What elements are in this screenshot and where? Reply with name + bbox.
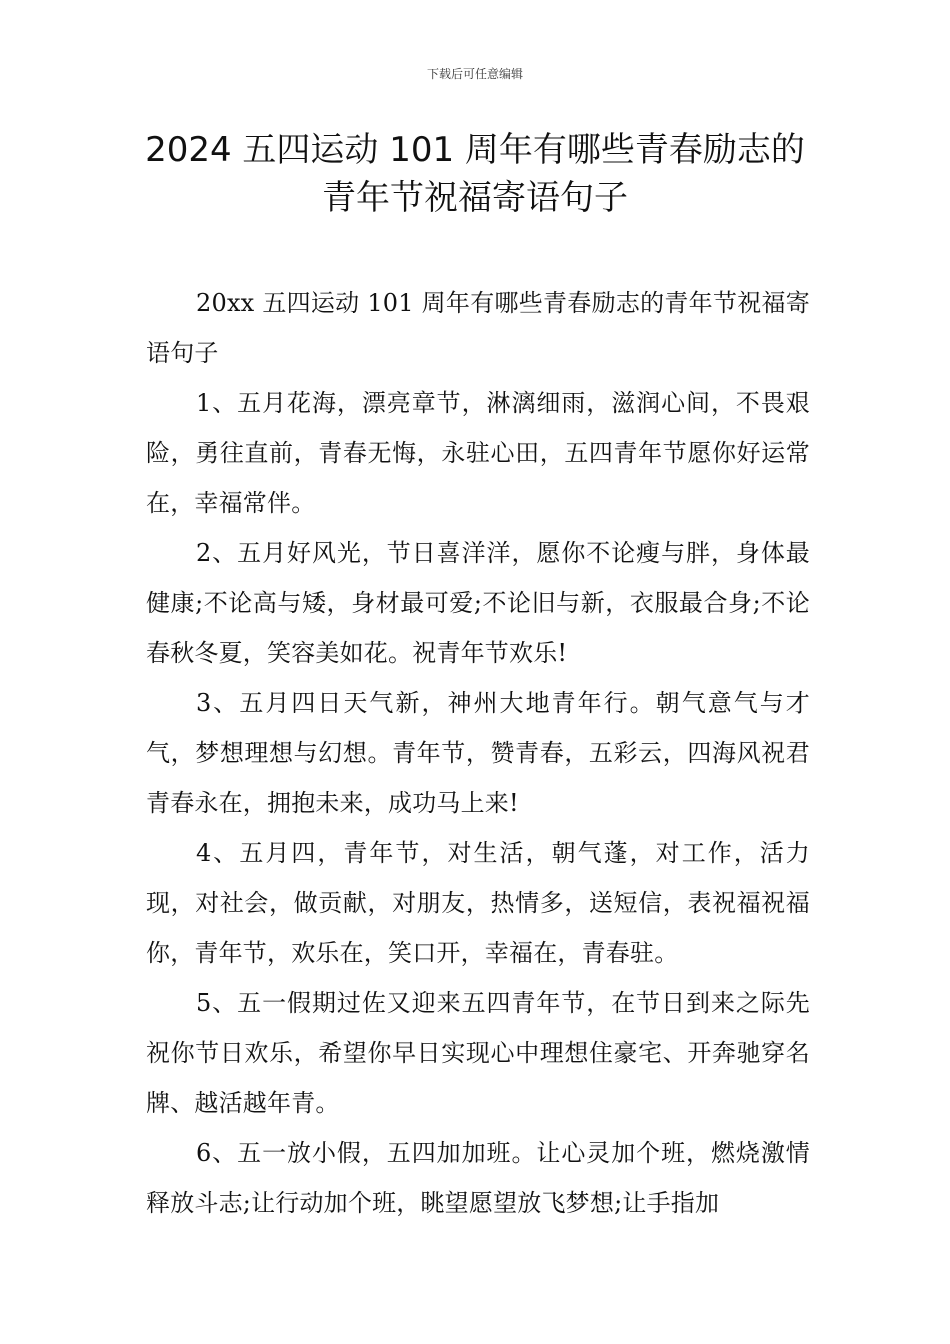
paragraph-item-5: 5、五一假期过佐又迎来五四青年节，在节日到来之际先祝你节日欢乐，希望你早日实现心中理想住豪宅、开奔驰穿名牌、越活越年青。 [146,989,810,1117]
title-line-1: 2024 五四运动 101 周年有哪些青春励志的 [145,130,805,170]
title-line-2: 青年节祝福寄语句子 [322,178,628,218]
paragraph-item-1: 1、五月花海，漂亮章节，淋漓细雨，滋润心间，不畏艰险，勇往直前，青春无悔，永驻心田，五四青年节愿你好运常在，幸福常伴。 [146,389,810,517]
document-title [120,126,830,222]
paragraph-intro: 20xx 五四运动 101 周年有哪些青春励志的青年节祝福寄语句子 [146,289,810,367]
paragraph-item-4: 4、五月四，青年节，对生活，朝气蓬，对工作，活力现，对社会，做贡献，对朋友，热情多，送短信，表祝福祝福你，青年节，欢乐在，笑口开，幸福在，青春驻。 [146,839,810,967]
header-note: 下载后可任意编辑 [426,67,523,81]
paragraph-item-2: 2、五月好风光，节日喜洋洋，愿你不论瘦与胖，身体最健康;不论高与矮，身材最可爱;不论旧与新，衣服最合身;不论春秋冬夏，笑容美如花。祝青年节欢乐! [146,539,810,667]
paragraph-item-3: 3、五月四日天气新，神州大地青年行。朝气意气与才气，梦想理想与幻想。青年节，赞青春，五彩云，四海风祝君青春永在，拥抱未来，成功马上来! [146,689,810,817]
document-body [146,278,810,1228]
paragraph-item-6: 6、五一放小假，五四加加班。让心灵加个班，燃烧激情释放斗志;让行动加个班，眺望愿望放飞梦想;让手指加 [146,1139,810,1217]
